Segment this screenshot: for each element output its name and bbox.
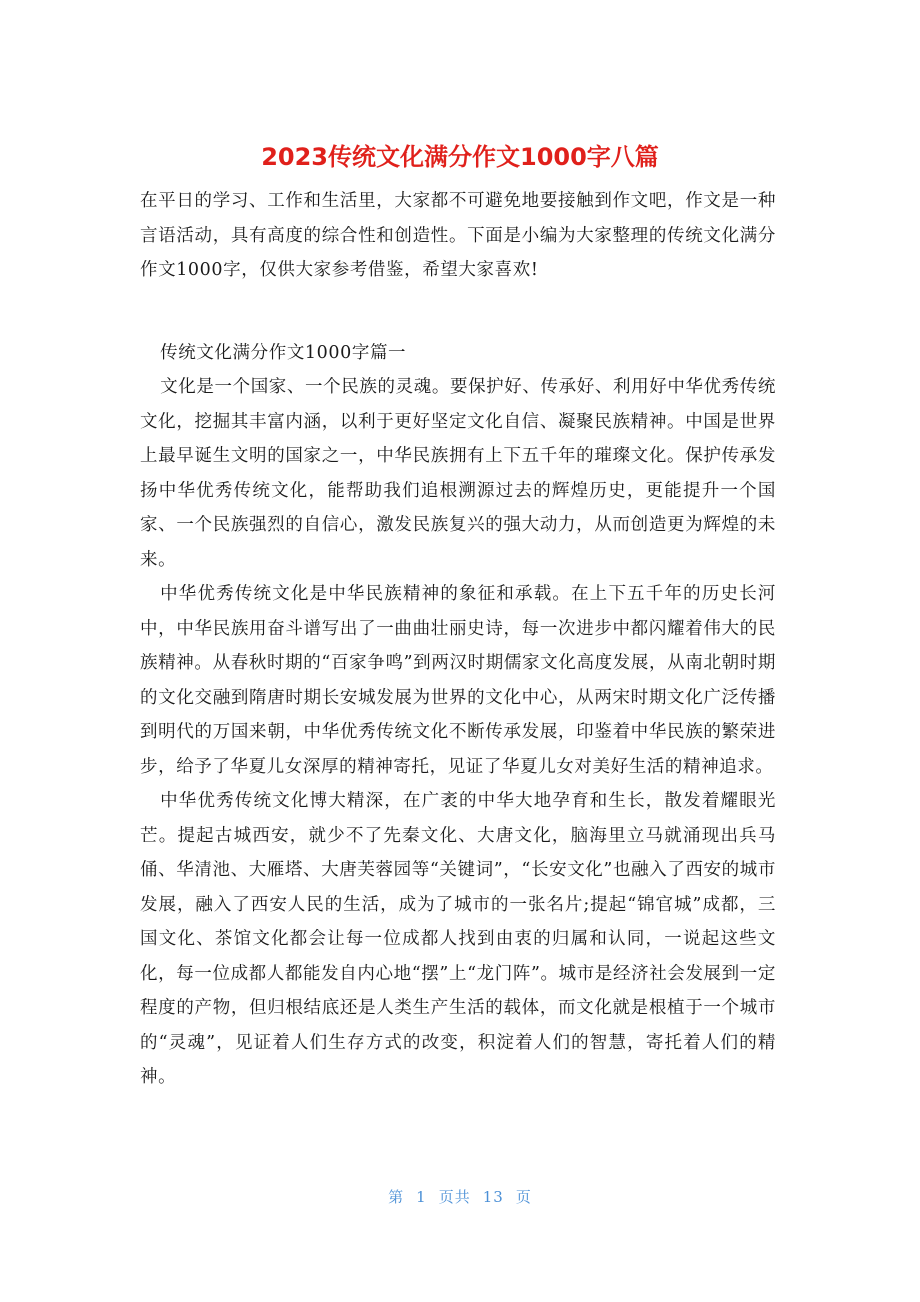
intro-paragraph: 在平日的学习、工作和生活里，大家都不可避免地要接触到作文吧，作文是一种言语活动，具有高度的综合性和创造性。下面是小编为大家整理的传统文化满分作文1000字，仅供大家参考借鉴，希望大家喜欢! (140, 191, 776, 280)
page-footer (0, 1186, 920, 1208)
body-paragraph-1: 文化是一个国家、一个民族的灵魂。要保护好、传承好、利用好中华优秀传统文化，挖掘其丰富内涵，以利于更好坚定文化自信、凝聚民族精神。中国是世界上最早诞生文明的国家之一，中华民族拥有上下五千年的璀璨文化。保护传承发扬中华优秀传统文化，能帮助我们追根溯源过去的辉煌历史，更能提升一个国家、一个民族强烈的自信心，激发民族复兴的强大动力，从而创造更为辉煌的未来。 (140, 377, 776, 570)
footer-page-number: 1 (416, 1188, 427, 1206)
document-title: 2023传统文化满分作文1000字八篇 (261, 143, 659, 171)
footer-middle: 页共 (438, 1188, 471, 1206)
body-paragraph-3: 中华优秀传统文化博大精深，在广袤的中华大地孕育和生长，散发着耀眼光芒。提起古城西安，就少不了先秦文化、大唐文化，脑海里立马就涌现出兵马俑、华清池、大雁塔、大唐芙蓉园等“关键词”，“长安文化”也融入了西安的城市发展，融入了西安人民的生活，成为了城市的一张名片;提起“锦官城”成都，三国文化、茶馆文化都会让每一位成都人找到由衷的归属和认同，一说起这些文化，每一位成都人都能发自内心地“摆”上“龙门阵”。城市是经济社会发展到一定程度的产物，但归根结底还是人类生产生活的载体，而文化就是根植于一个城市的“灵魂”，见证着人们生存方式的改变，积淀着人们的智慧，寄托着人们的精神。 (140, 791, 776, 1087)
footer-total-pages: 13 (482, 1188, 504, 1206)
section-heading: 传统文化满分作文1000字篇一 (160, 342, 407, 363)
paragraph-gap (140, 288, 776, 336)
document-body (140, 184, 776, 1095)
footer-prefix: 第 (388, 1188, 405, 1206)
footer-suffix: 页 (515, 1188, 532, 1206)
body-paragraph-2: 中华优秀传统文化是中华民族精神的象征和承载。在上下五千年的历史长河中，中华民族用奋斗谱写出了一曲曲壮丽史诗，每一次进步中都闪耀着伟大的民族精神。从春秋时期的“百家争鸣”到两汉时期儒家文化高度发展，从南北朝时期的文化交融到隋唐时期长安城发展为世界的文化中心，从两宋时期文化广泛传播到明代的万国来朝，中华优秀传统文化不断传承发展，印鉴着中华民族的繁荣进步，给予了华夏儿女深厚的精神寄托，见证了华夏儿女对美好生活的精神追求。 (140, 584, 776, 777)
